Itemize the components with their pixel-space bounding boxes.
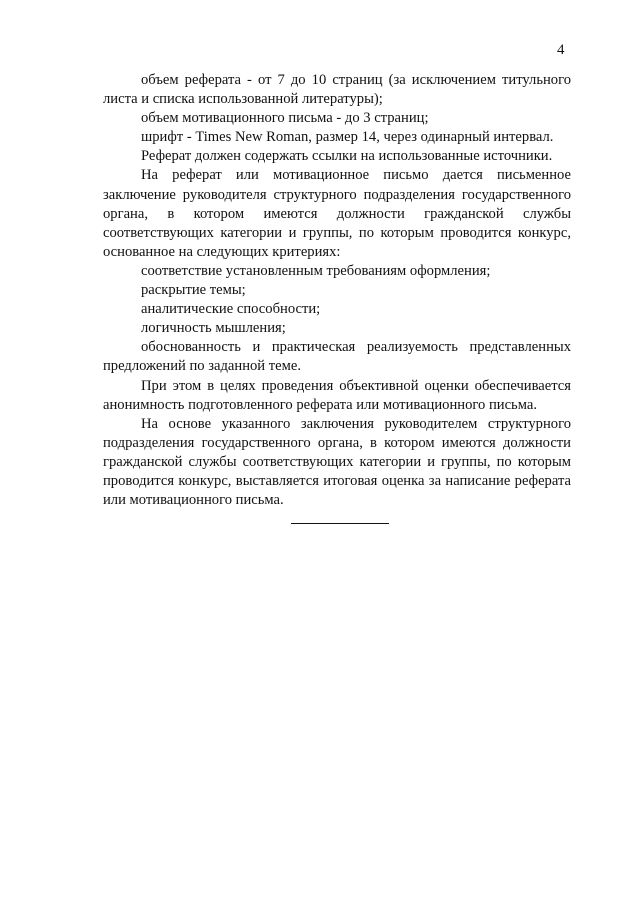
criterion-feasibility: обоснованность и практическая реализуемость представленных предложений по заданной теме.: [103, 339, 571, 375]
paragraph-anonymity: При этом в целях проведения объективной оценки обеспечивается анонимность подготовленного реферата или мотивационного письма.: [103, 377, 571, 413]
criterion-formatting: соответствие установленным требованиям оформления;: [141, 262, 491, 279]
criterion-topic: раскрытие темы;: [141, 282, 246, 299]
paragraph-references: Реферат должен содержать ссылки на использованные источники.: [141, 148, 553, 165]
paragraph-font: шрифт - Times New Roman, размер 14, через одинарный интервал.: [141, 129, 554, 146]
criterion-analytics: аналитические способности;: [141, 301, 321, 318]
paragraph-letter-volume: объем мотивационного письма - до 3 страниц;: [141, 110, 429, 127]
paragraph-final-grade: На основе указанного заключения руководителем структурного подразделения государственного органа, в котором имеются должности гражданской службы соответствующих категории и группы, по которым проводится конкурс, выставляется итоговая оценка за написание реферата или мотивационного письма.: [103, 415, 571, 509]
page-number: 4: [557, 42, 565, 58]
paragraph-conclusion: На реферат или мотивационное письмо дается письменное заключение руководителя структурного подразделения государственного органа, в котором имеются должности гражданской службы соответствующих категории и группы, по которым проводится конкурс, основанное на следующих критериях:: [103, 167, 571, 260]
end-divider: [291, 523, 389, 524]
criterion-logic: логичность мышления;: [141, 320, 286, 337]
paragraph-essay-volume: объем реферата - от 7 до 10 страниц (за исключением титульного листа и списка использованной литературы);: [103, 72, 571, 108]
document-body: [103, 71, 571, 510]
